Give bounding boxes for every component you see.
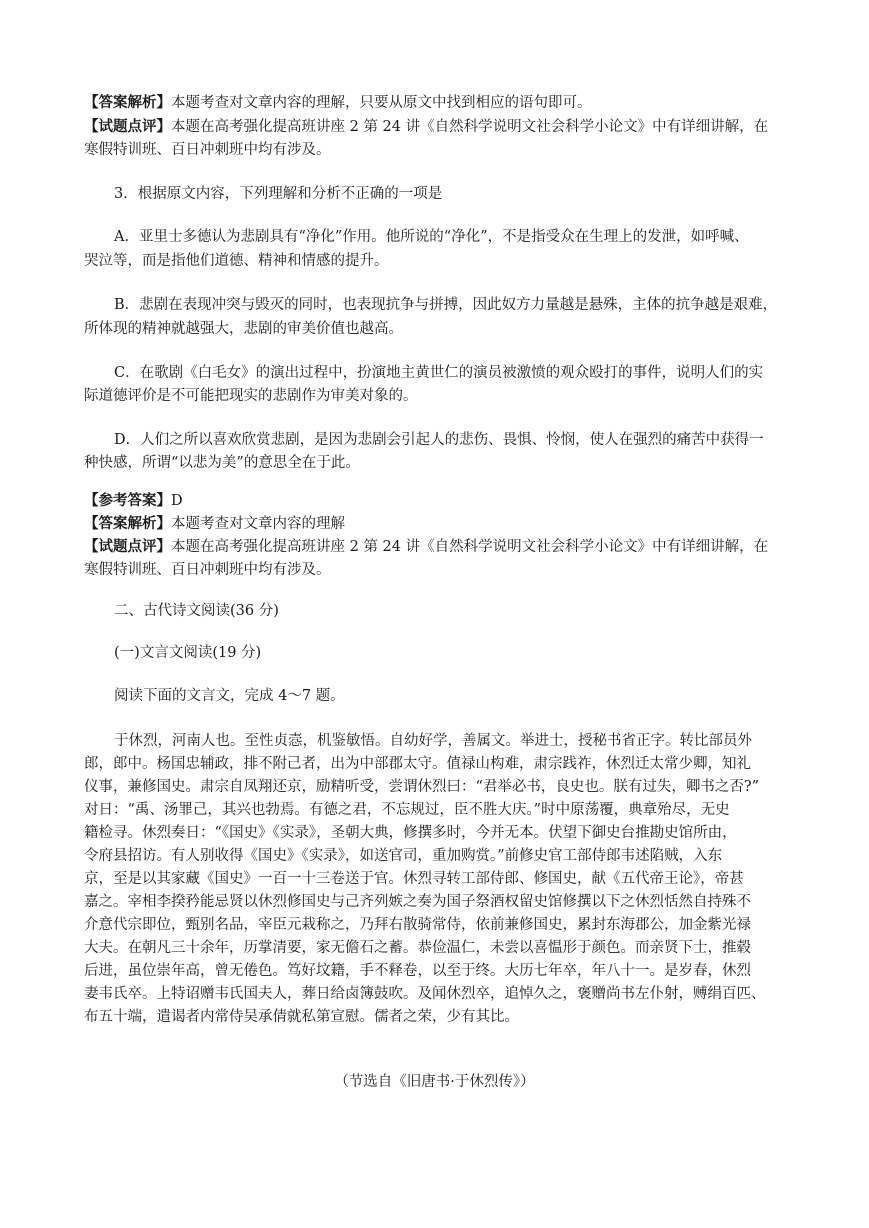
answer-analysis-tag-2: 【答案解析】 (84, 515, 171, 532)
part-2-heading: 二、古代诗文阅读(36 分) (114, 603, 279, 619)
passage-line: 后进，虽位崇年高，曾无倦色。笃好坟籍，手不释卷，以至于终。大历七年卒，年八十一。是岁春，休烈 (84, 963, 751, 979)
passage-line: 妻韦氏卒。上特诏赠韦氏国夫人，葬日给卤簿鼓吹。及闻休烈卒，追悼久之，褒赠尚书左仆射，赙绢百匹、 (84, 986, 766, 1002)
passage-line: 仪事，兼修国史。肃宗自凤翔还京，励精听受，尝谓休烈曰：“君举必书，良史也。朕有过失，卿书之否?” (84, 779, 760, 795)
reading-instruction: 阅读下面的文言文，完成 4～7 题。 (114, 688, 345, 704)
reference-answer-value: D (171, 493, 183, 509)
passage-line: 大夫。在朝凡三十余年，历掌清要，家无儋石之蓄。恭俭温仁，未尝以喜愠形于颜色。而亲贤下士，推毂 (84, 940, 751, 956)
passage-line: 籍检寻。休烈奏日：“《国史》《实录》，圣朝大典，修撰多时，今并无本。伏望下御史台推勘史馆所由， (84, 825, 737, 841)
review-text-2: 本题在高考强化提高班讲座 2 第 24 讲《自然科学说明文社会科学小论文》中有详细讲解，在 (171, 539, 769, 555)
option-a-line-2: 哭泣等，而是指他们道德、精神和情感的提升。 (84, 253, 389, 269)
review-text: 本题在高考强化提高班讲座 2 第 24 讲《自然科学说明文社会科学小论文》中有详细讲解，在 (171, 119, 769, 135)
review-line-3 (84, 536, 768, 558)
passage-line: 介意代宗即位，甄别名品，宰臣元栽称之，乃拜右散骑常侍，依前兼修国史，累封东海郡公，加金紫光禄 (84, 917, 751, 933)
option-c-line-2: 际道德评价是不可能把现实的悲剧作为审美对象的。 (84, 388, 418, 404)
answer-analysis-text-2: 本题考查对文章内容的理解 (171, 516, 345, 532)
passage-line: 嘉之。宰相李揆矜能忌贤以休烈修国史与己齐列嫉之奏为国子祭酒权留史馆修撰以下之休烈恬然自持殊不 (84, 894, 751, 910)
subsection-1-heading: (一)文言文阅读(19 分) (114, 645, 262, 661)
passage-source: （节选自《旧唐书·于休烈传》） (334, 1074, 535, 1090)
answer-analysis-line-2 (84, 513, 345, 535)
option-b-line-2: 所体现的精神就越强大，悲剧的审美价值也越高。 (84, 321, 403, 337)
answer-analysis-line (84, 92, 592, 114)
reference-answer-tag: 【参考答案】 (84, 492, 171, 509)
answer-analysis-tag: 【答案解析】 (84, 94, 171, 111)
review-line-2: 寒假特训班、百日冲刺班中均有涉及。 (84, 142, 331, 158)
option-c-line-1: C．在歌剧《白毛女》的演出过程中，扮演地主黄世仁的演员被激愤的观众殴打的事件，说明人们的实 (114, 365, 764, 381)
passage-line: 于休烈，河南人也。至性贞悫，机鉴敏悟。自幼好学，善属文。举进士，授秘书省正字。转比部员外 (114, 733, 752, 749)
option-b-line-1: B．悲剧在表现冲突与毁灭的同时，也表现抗争与拼搏，因此奴方力量越是悬殊，主体的抗争越是艰难， (114, 297, 778, 313)
option-d-line-1: D．人们之所以喜欢欣赏悲剧，是因为悲剧会引起人的悲伤、畏惧、怜悯，使人在强烈的痛苦中获得一 (114, 432, 764, 448)
passage-line: 对日：“禹、汤罪己，其兴也勃焉。有德之君，不忘规过，臣不胜大庆。”时中原荡覆，典章殆尽，无史 (84, 802, 730, 818)
passage-line: 郎，郎中。杨国忠辅政，排不附己者，出为中部郡太守。值禄山构难，肃宗践祚，休烈迁太常少卿，知礼 (84, 756, 751, 772)
passage-line: 令府县招访。有人别收得《国史》《实录》，如送官司，重加购赏。”前修史官工部侍郎韦述陷贼，入东 (84, 848, 723, 864)
review-tag: 【试题点评】 (84, 118, 171, 135)
reference-answer-line (84, 490, 183, 512)
review-line-4: 寒假特训班、百日冲刺班中均有涉及。 (84, 562, 331, 578)
question-3-stem: 3．根据原文内容，下列理解和分析不正确的一项是 (114, 186, 443, 202)
review-line-1 (84, 116, 768, 138)
review-tag-2: 【试题点评】 (84, 538, 171, 555)
passage-line: 布五十端，遣谒者内常侍吴承倩就私第宣慰。儒者之荣，少有其比。 (84, 1009, 519, 1025)
passage-line: 京，至是以其家藏《国史》一百一十三卷送于官。休烈寻转工部侍郎、修国史，献《五代帝王论》，帝甚 (84, 871, 744, 887)
answer-analysis-text: 本题考查对文章内容的理解，只要从原文中找到相应的语句即可。 (171, 95, 592, 111)
option-d-line-2: 种快感，所谓“以悲为美”的意思全在于此。 (84, 455, 360, 471)
option-a-line-1: A．亚里士多德认为悲剧具有“净化”作用。他所说的“净化”，不是指受众在生理上的发泄，如呼喊、 (114, 229, 749, 245)
